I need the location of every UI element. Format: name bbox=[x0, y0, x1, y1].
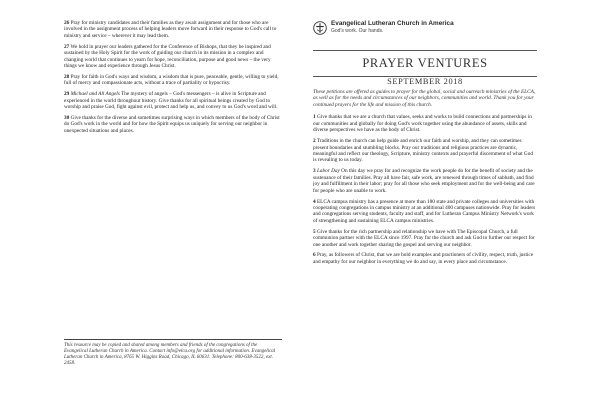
prayer-text: Pray for ministry candidates and their families as they await assignment and for those who are involved in the assignment process of helping leaders move forward in their response to God's call to ministry and service – wherever it may lead them. bbox=[64, 20, 277, 39]
prayer-2 bbox=[313, 138, 537, 164]
prayer-number: 5 bbox=[313, 228, 316, 235]
prayer-1 bbox=[313, 114, 537, 133]
cross-logo-icon bbox=[313, 21, 327, 35]
prayer-number: 27 bbox=[64, 43, 70, 50]
copyright-note: This resource may be copied and shared among members and friends of the congregations of the Evangelical Lutheran Church in America. Contact info@elca.org for additional information. Evangelical Lutheran Church in America, 8765 W. Higgins Road, Chicago, IL 60631. Telephone: 800-638-3522, ext. 2458. bbox=[64, 343, 276, 367]
prayer-text: Give thanks for the diverse and sometimes surprising ways in which members of the body of Christ do God's work in the world and for how the Spirit equips us uniquely for serving our neighbor in unexpected situations and places. bbox=[64, 115, 280, 134]
prayer-26 bbox=[64, 20, 282, 39]
footer-divider bbox=[64, 339, 282, 340]
page-subtitle: SEPTEMBER 2018 bbox=[382, 77, 468, 87]
prayer-text: Give thanks that we are a church that values, seeks and works to build connections and partnerships in our communities and globally for doing God's work together using the abundance of assets, skills and diverse perspectives we have as the body of Christ. bbox=[313, 114, 532, 134]
prayer-number: 26 bbox=[64, 20, 70, 26]
prayer-text: On this day we pray for and recognize the work people do for the benefit of society and the sustenance of their families. Pray all have fair, safe work, are renewed through times of sabbath, and find joy and fulfillment in their labor; pray for all those who seek employment and for the well-being and care for people who are unable to work. bbox=[313, 168, 535, 194]
prayer-number: 4 bbox=[313, 198, 316, 205]
prayer-number: 1 bbox=[313, 114, 316, 121]
prayer-number: 6 bbox=[313, 252, 316, 259]
prayer-text: We hold in prayer our leaders gathered for the Conference of Bishops, that they be inspired and sustained by the Holy Spirit for the work of guiding our church in its mission in a complex and changing world that continues to yearn for hope, reconciliation, purpose and good news – the very things we know and experience through Jesus Christ. bbox=[64, 43, 271, 70]
prayer-number: 3 bbox=[313, 168, 316, 175]
title-block bbox=[313, 50, 537, 86]
elca-logo bbox=[313, 20, 537, 42]
prayer-text: Traditions in the church can help guide and enrich our faith and worship, and they can sometimes present boundaries and stumbling blocks. Pray our traditions and religious practices are dynamic, meaningful and reflect our theology, Scripture, ministry contexts and prayerful discernment of what God is revealing to us today. bbox=[313, 138, 533, 164]
prayer-text: ELCA campus ministry has a presence at more than 180 state and private colleges and universities with cooperating congregations in campus ministry at an additional 400 campuses nationwide. Pray for leaders and congregations serving students, faculty and staff, and for Lutheran Campus Ministry Network's work of strengthening and sustaining ELCA campus ministries. bbox=[313, 198, 536, 224]
feast-day-label: Michael and All Angels bbox=[69, 91, 120, 98]
left-column bbox=[64, 20, 282, 320]
page-title: PRAYER VENTURES bbox=[362, 56, 488, 70]
prayer-number: 29 bbox=[64, 91, 70, 98]
prayer-6 bbox=[313, 252, 537, 265]
prayer-text: Pray for faith in God's ways and wisdom, a wisdom that is pure, peaceable, gentle, willing to yield, full of mercy and compassionate acts, without a trace of partiality or hypocrisy. bbox=[64, 73, 279, 87]
org-tagline: God's work. Our hands. bbox=[331, 28, 384, 34]
feast-day-label: Labor Day bbox=[315, 168, 340, 175]
prayer-29 bbox=[64, 91, 282, 110]
intro-text: These petitions are offered as guides to prayer for the global, social and outreach ministries of the ELCA, as well as for the needs and circumstances of our neighbors, communities and world. Thank you for your continued prayers for the life and mission of this church. bbox=[313, 89, 536, 108]
prayer-text: The mystery of angels – God's messengers – is alive in Scripture and experienced in the world throughout history. Give thanks for all spiritual beings created by God to worship and praise God, fight against evil, protect and help us, and convey to us God's word and will. bbox=[64, 91, 278, 111]
prayer-4 bbox=[313, 199, 537, 225]
org-name: Evangelical Lutheran Church in America bbox=[331, 20, 454, 27]
prayer-28 bbox=[64, 74, 282, 87]
prayer-3 bbox=[313, 168, 537, 194]
prayer-text: Give thanks for the rich partnership and relationship we have with The Episcopal Church, a full communion partner with the ELCA since 1997. Pray for the church and ask God to further our respect for one another and work together sharing the gospel and serving our neighbor. bbox=[313, 228, 535, 248]
prayer-text: Pray, as followers of Christ, that we are bold examples and practioners of civility, respect, truth, justice and empathy for our neighbor in everything we do and say, in every place and circumstance. bbox=[313, 252, 534, 265]
prayer-5 bbox=[313, 229, 537, 248]
prayer-number: 28 bbox=[64, 73, 70, 80]
prayer-number: 2 bbox=[313, 138, 316, 145]
right-column bbox=[313, 20, 537, 390]
prayer-number: 30 bbox=[64, 115, 70, 121]
prayer-27 bbox=[64, 44, 282, 70]
prayer-30 bbox=[64, 115, 282, 134]
title-top-rule bbox=[313, 50, 537, 51]
